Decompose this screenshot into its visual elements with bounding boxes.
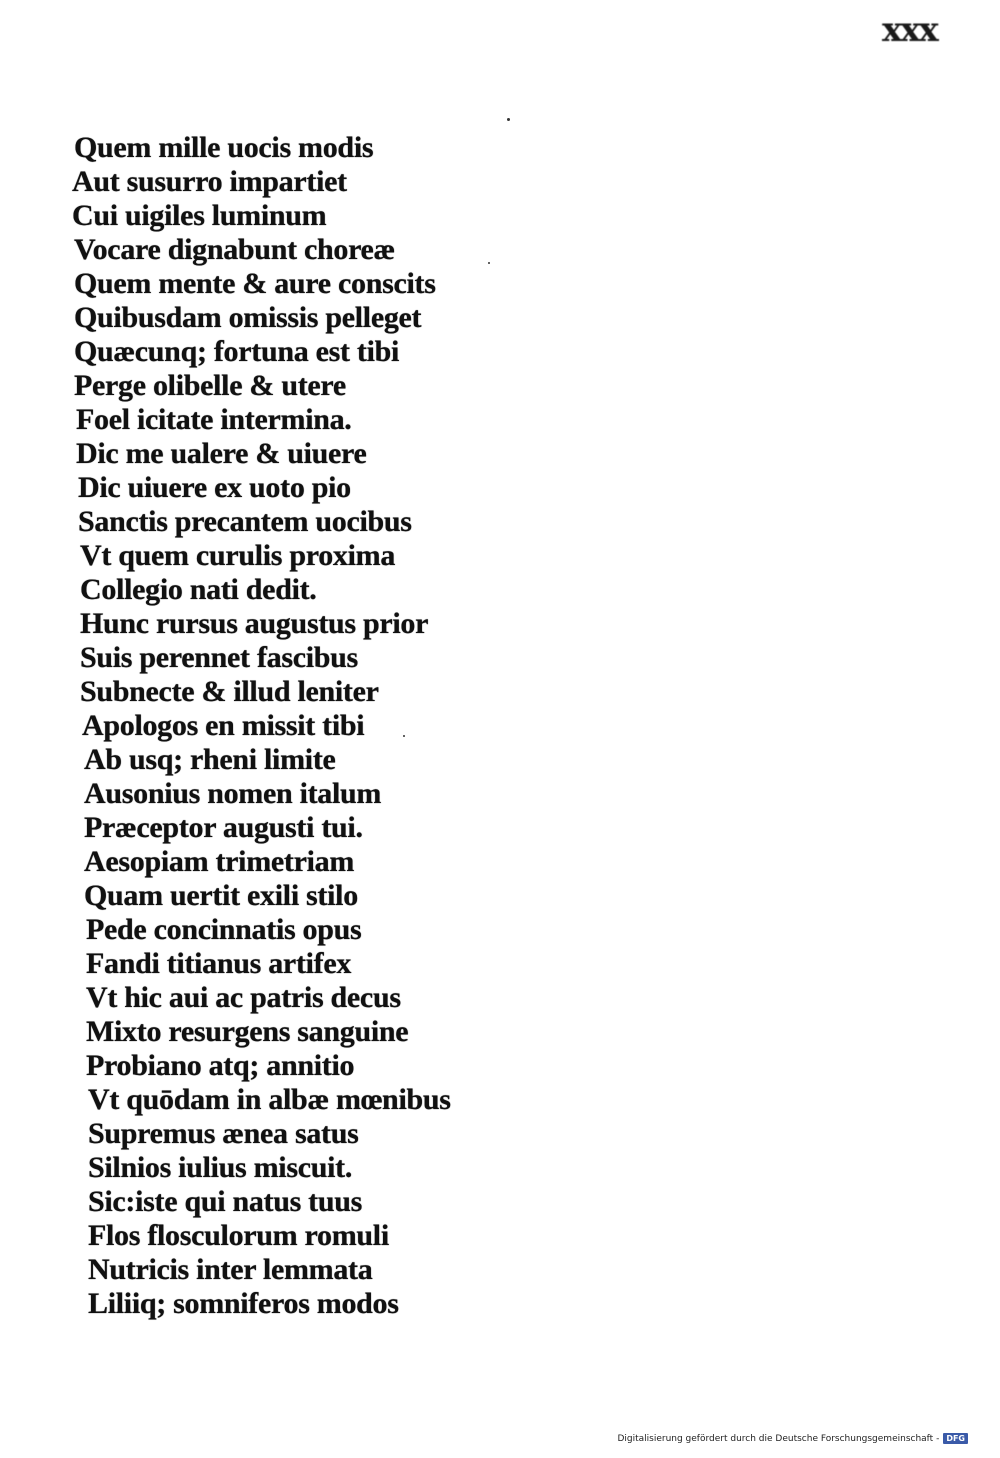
- poem-line: Silnios iulius miscuit.: [88, 1151, 353, 1184]
- poem-line: Sic:iste qui natus tuus: [88, 1185, 363, 1218]
- poem-line: Quem mille uocis modis: [74, 131, 374, 164]
- poem-line: Quæcunq; fortuna est tibi: [74, 335, 400, 368]
- poem-line: Supremus ænea satus: [88, 1117, 359, 1150]
- poem-line: Collegio nati dedit.: [80, 573, 317, 606]
- poem-line: Vt quōdam in albæ mœnibus: [88, 1083, 451, 1116]
- poem-line: Vt hic aui ac patris decus: [86, 981, 401, 1014]
- poem-line: Vt quem curulis proxima: [80, 539, 396, 572]
- poem-line: Quam uertit exili stilo: [84, 879, 358, 912]
- poem-line: Probiano atq; annitio: [86, 1049, 355, 1082]
- poem-line: Foel icitate intermina.: [76, 403, 352, 436]
- poem-line: Nutricis inter lemmata: [88, 1253, 373, 1286]
- poem-line: Mixto resurgens sanguine: [86, 1015, 409, 1048]
- poem-line: Hunc rursus augustus prior: [80, 607, 429, 640]
- poem-line: Sanctis precantem uocibus: [78, 505, 412, 538]
- poem-line: Pede concinnatis opus: [86, 913, 362, 946]
- poem-line: Aut susurro impartiet: [72, 165, 347, 198]
- dfg-logo: DFG: [943, 1433, 968, 1444]
- poem-line: Liliiq; somniferos modos: [88, 1287, 399, 1320]
- page-folio-number: xxx: [882, 10, 937, 50]
- poem-line: Quem mente & aure conscits: [74, 267, 436, 300]
- poem-line: Apologos en missit tibi: [82, 709, 365, 742]
- poem-line: Dic me ualere & uiuere: [76, 437, 367, 470]
- poem-line: Fandi titianus artifex: [86, 947, 352, 980]
- credit-text: Digitalisierung gefördert durch die Deutsche Forschungsgemeinschaft -: [617, 1433, 940, 1444]
- poem-line: Subnecte & illud leniter: [80, 675, 379, 708]
- poem-line: Vocare dignabunt choreæ: [74, 233, 395, 266]
- poem-line: Præceptor augusti tui.: [84, 811, 363, 844]
- poem-line: Flos flosculorum romuli: [88, 1219, 389, 1252]
- poem-line: Perge olibelle & utere: [74, 369, 346, 402]
- poem-line: Quibusdam omissis pelleget: [74, 301, 422, 334]
- poem-line: Aesopiam trimetriam: [84, 845, 355, 878]
- ink-speck: [507, 118, 510, 121]
- poem-line: Suis perennet fascibus: [80, 641, 358, 674]
- poem-line: Ab usq; rheni limite: [84, 743, 336, 776]
- poem-line: Cui uigiles luminum: [72, 199, 327, 232]
- poem-line: Ausonius nomen italum: [84, 777, 382, 810]
- poem-text: [72, 131, 632, 1321]
- poem-line: Dic uiuere ex uoto pio: [78, 471, 351, 504]
- digitization-credit: [617, 1433, 968, 1444]
